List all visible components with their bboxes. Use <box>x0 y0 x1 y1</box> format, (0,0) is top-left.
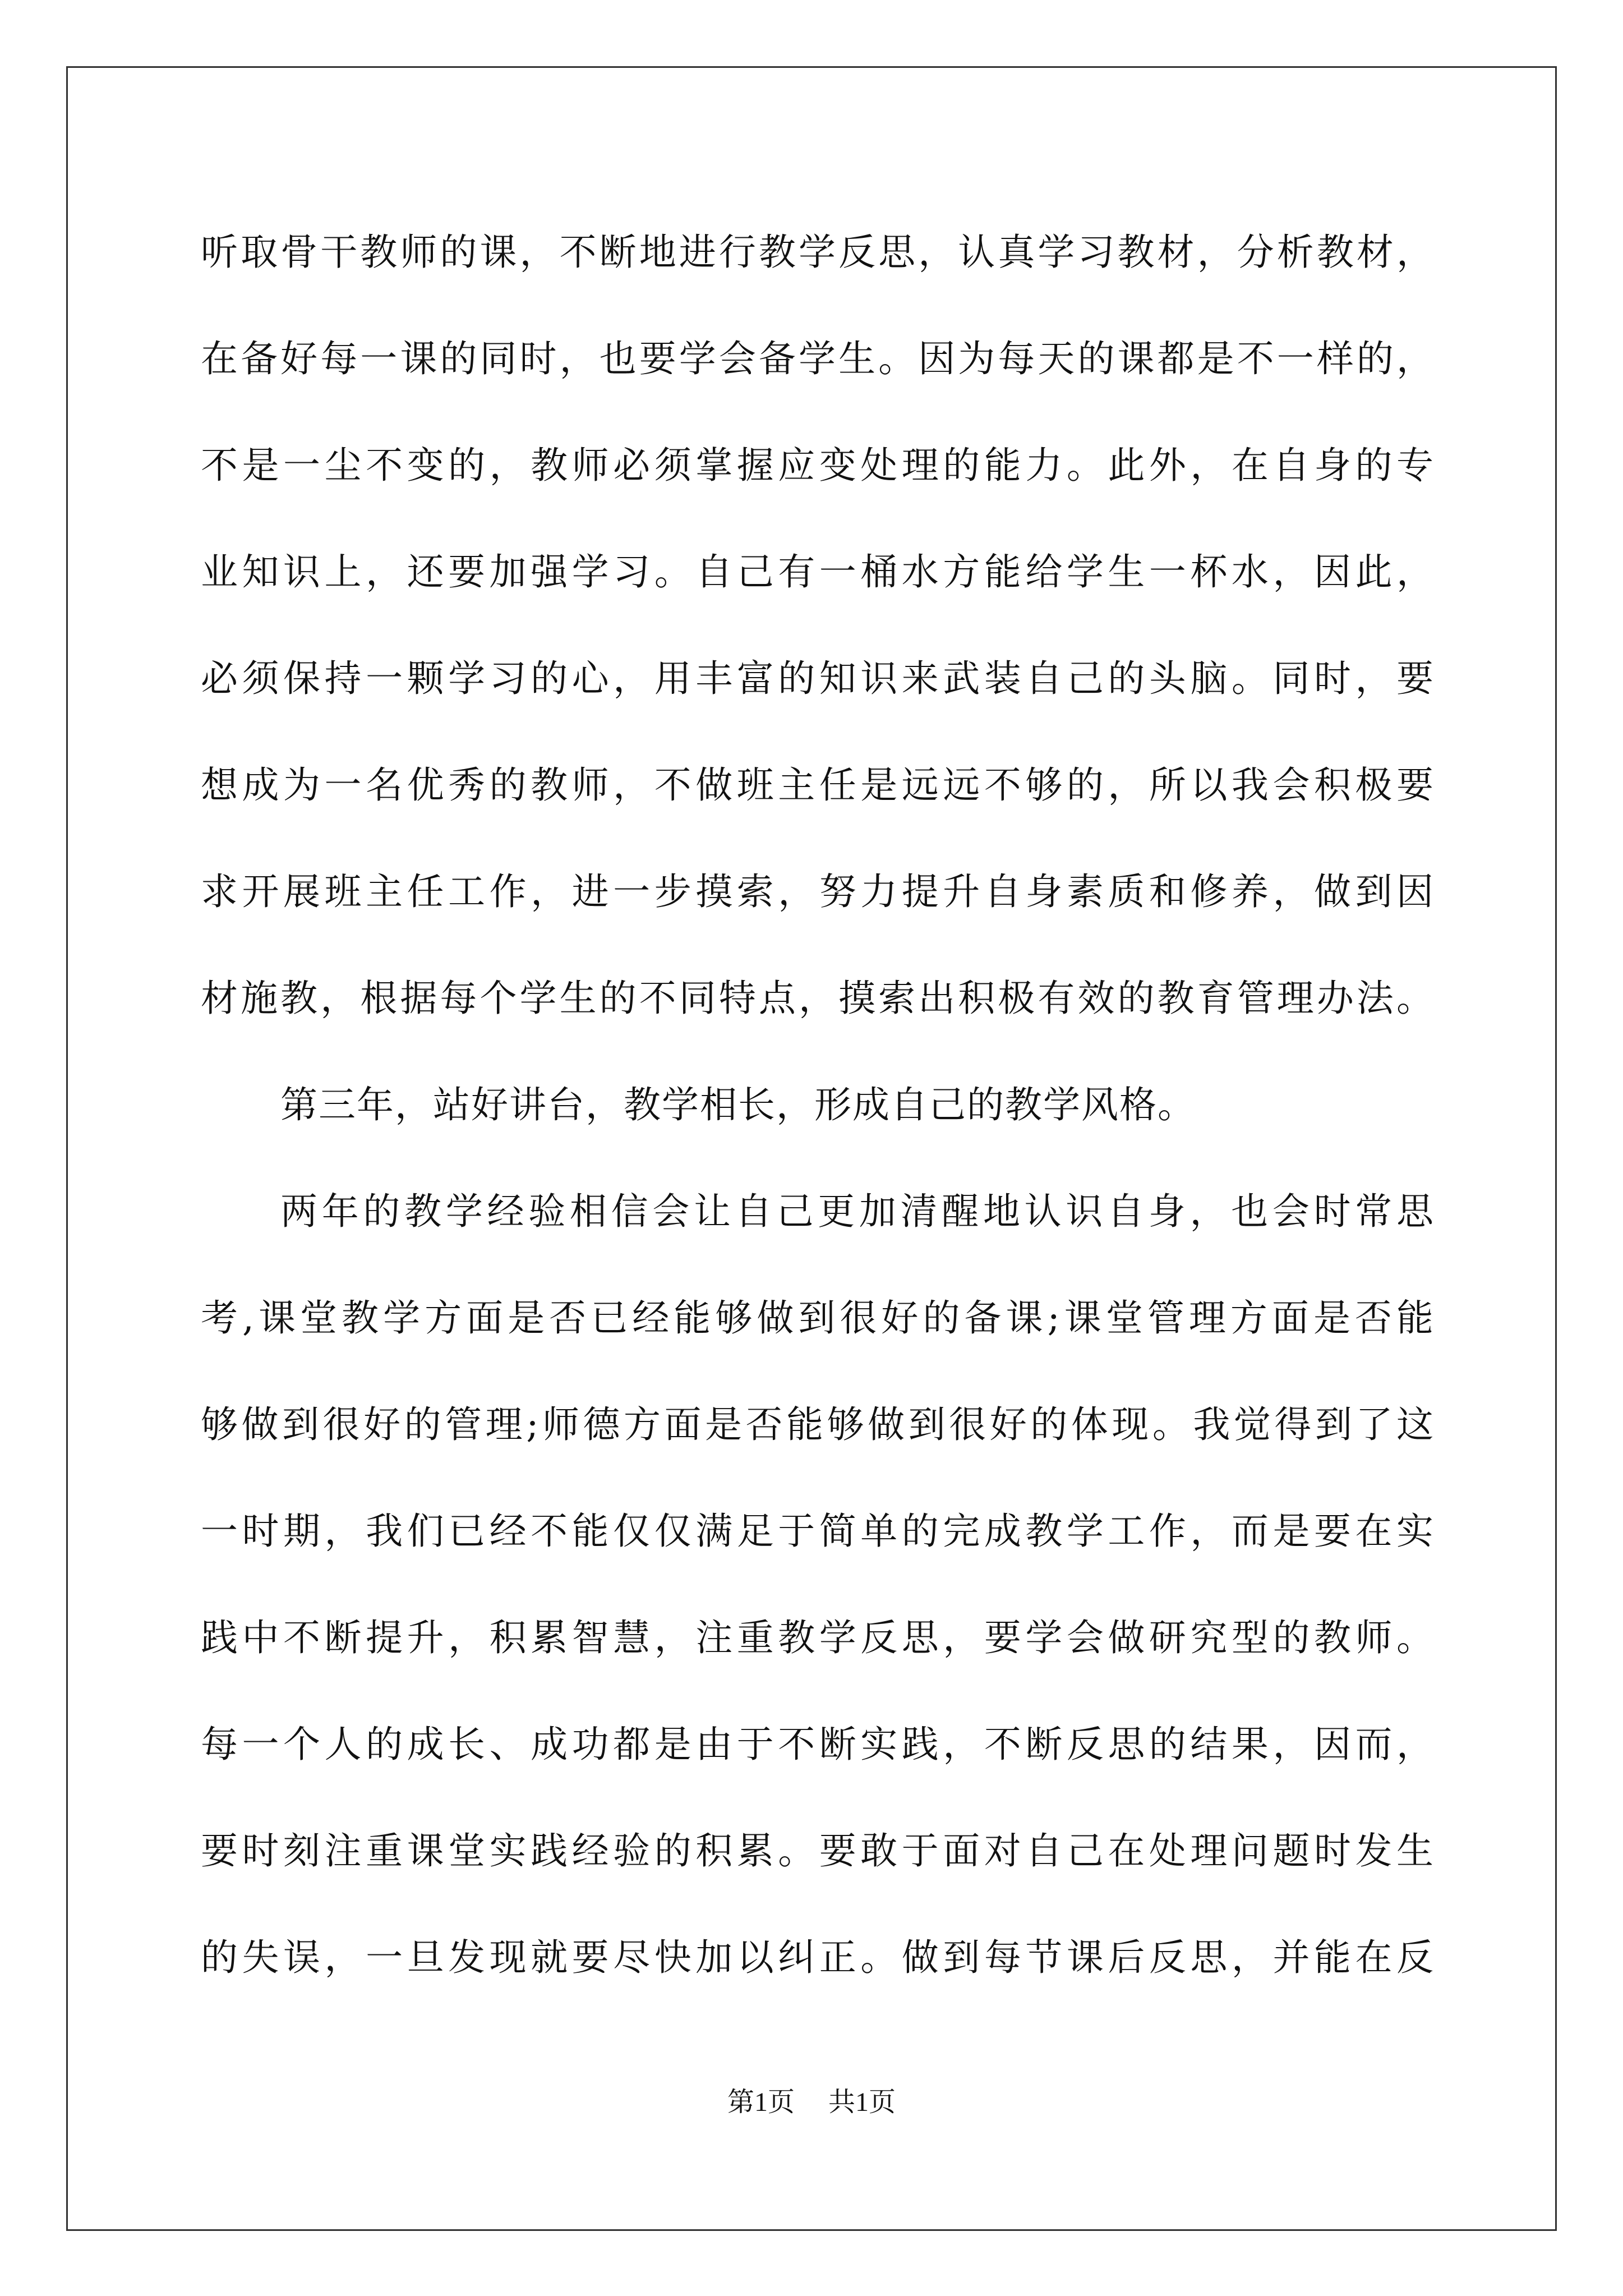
text-line: 考,课堂教学方面是否已经能够做到很好的备课;课堂管理方面是否能 <box>201 1296 1435 1340</box>
page-total: 共1页 <box>828 2087 896 2117</box>
text-line: 一时期，我们已经不能仅仅满足于简单的完成教学工作，而是要在实 <box>201 1510 1435 1553</box>
text-line: 想成为一名优秀的教师，不做班主任是远远不够的，所以我会积极要 <box>201 763 1435 807</box>
text-line: 的失误，一旦发现就要尽快加以纠正。做到每节课后反思，并能在反 <box>201 1936 1435 1979</box>
section-heading-line: 第三年，站好讲台，教学相长，形成自己的教学风格。 <box>280 1083 1196 1126</box>
text-line: 每一个人的成长、成功都是由于不断实践，不断反思的结果，因而， <box>201 1723 1435 1766</box>
paragraph-first-line: 两年的教学经验相信会让自己更加清醒地认识自身，也会时常思 <box>280 1190 1435 1233</box>
text-line: 在备好每一课的同时，也要学会备学生。因为每天的课都是不一样的， <box>201 337 1435 380</box>
text-line: 必须保持一颗学习的心，用丰富的知识来武装自己的头脑。同时，要 <box>201 657 1435 700</box>
page-number: 第1页 <box>727 2087 795 2117</box>
text-line: 要时刻注重课堂实践经验的积累。要敢于面对自己在处理问题时发生 <box>201 1829 1435 1872</box>
text-line: 听取骨干教师的课，不断地进行教学反思，认真学习教材，分析教材， <box>201 231 1435 274</box>
text-line: 够做到很好的管理;师德方面是否能够做到很好的体现。我觉得到了这 <box>201 1403 1435 1446</box>
text-line: 不是一尘不变的，教师必须掌握应变处理的能力。此外，在自身的专 <box>201 444 1435 487</box>
text-line: 求开展班主任工作，进一步摸索，努力提升自身素质和修养，做到因 <box>201 870 1435 913</box>
text-line: 践中不断提升，积累智慧，注重教学反思，要学会做研究型的教师。 <box>201 1616 1435 1659</box>
page-footer <box>0 2086 1623 2119</box>
text-line: 业知识上，还要加强学习。自己有一桶水方能给学生一杯水，因此， <box>201 550 1435 593</box>
text-line: 材施教，根据每个学生的不同特点，摸索出积极有效的教育管理办法。 <box>201 977 1435 1020</box>
